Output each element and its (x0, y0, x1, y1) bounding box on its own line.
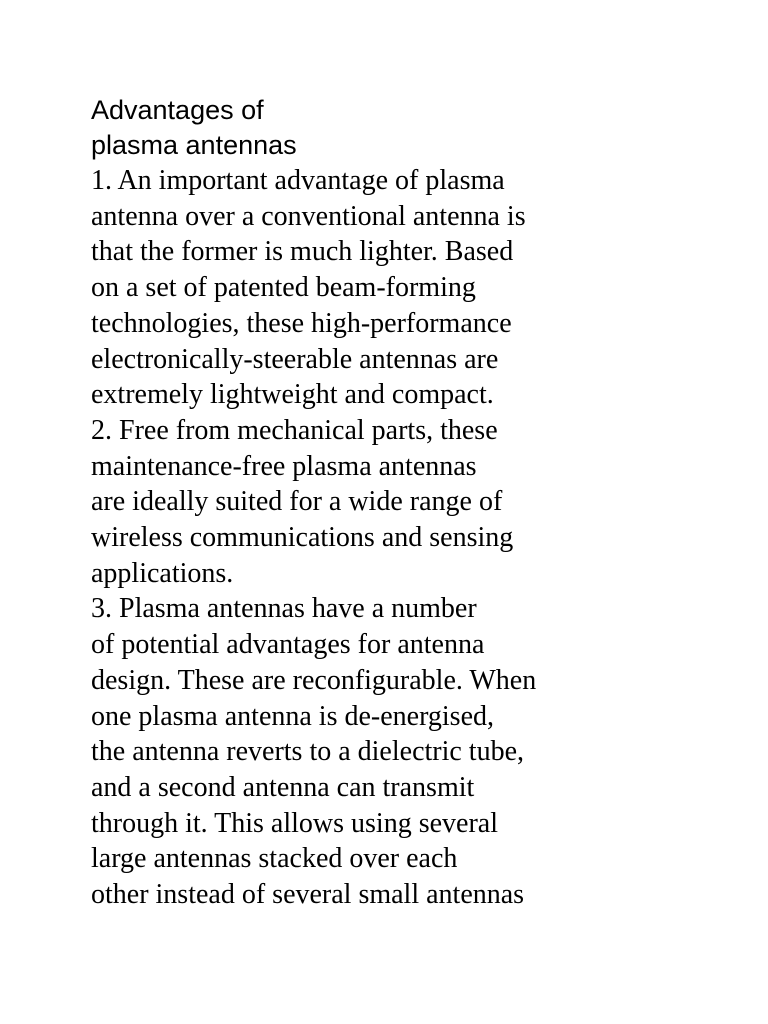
text-line: are ideally suited for a wide range of (91, 486, 503, 518)
text-line: through it. This allows using several (91, 807, 498, 839)
page-title (91, 93, 751, 163)
body-text (91, 163, 751, 913)
text-line: that the former is much lighter. Based (91, 236, 514, 268)
text-line: other instead of several small antennas (91, 879, 525, 911)
text-line: maintenance-free plasma antennas (91, 450, 477, 482)
text-line: extremely lightweight and compact. (91, 379, 494, 411)
text-line: 1. An important advantage of plasma (91, 165, 505, 196)
text-line: and a second antenna can transmit (91, 771, 475, 803)
title-line: plasma antennas (91, 130, 297, 160)
text-line: antenna over a conventional antenna is (91, 200, 526, 232)
text-line: applications. (91, 557, 234, 589)
text-line: of potential advantages for antenna (91, 629, 485, 661)
text-line: technologies, these high-performance (91, 307, 512, 339)
text-line: on a set of patented beam-forming (91, 272, 476, 304)
text-line: large antennas stacked over each (91, 843, 458, 875)
title-line: Advantages of (91, 95, 264, 125)
text-line: design. These are reconfigurable. When (91, 664, 537, 696)
text-line: the antenna reverts to a dielectric tube, (91, 736, 525, 768)
text-line: 2. Free from mechanical parts, these (91, 414, 498, 446)
text-line: one plasma antenna is de-energised, (91, 700, 495, 732)
text-line: electronically-steerable antennas are (91, 343, 499, 375)
document-page (91, 93, 751, 913)
text-line: wireless communications and sensing (91, 522, 514, 554)
text-line: 3. Plasma antennas have a number (91, 593, 477, 625)
